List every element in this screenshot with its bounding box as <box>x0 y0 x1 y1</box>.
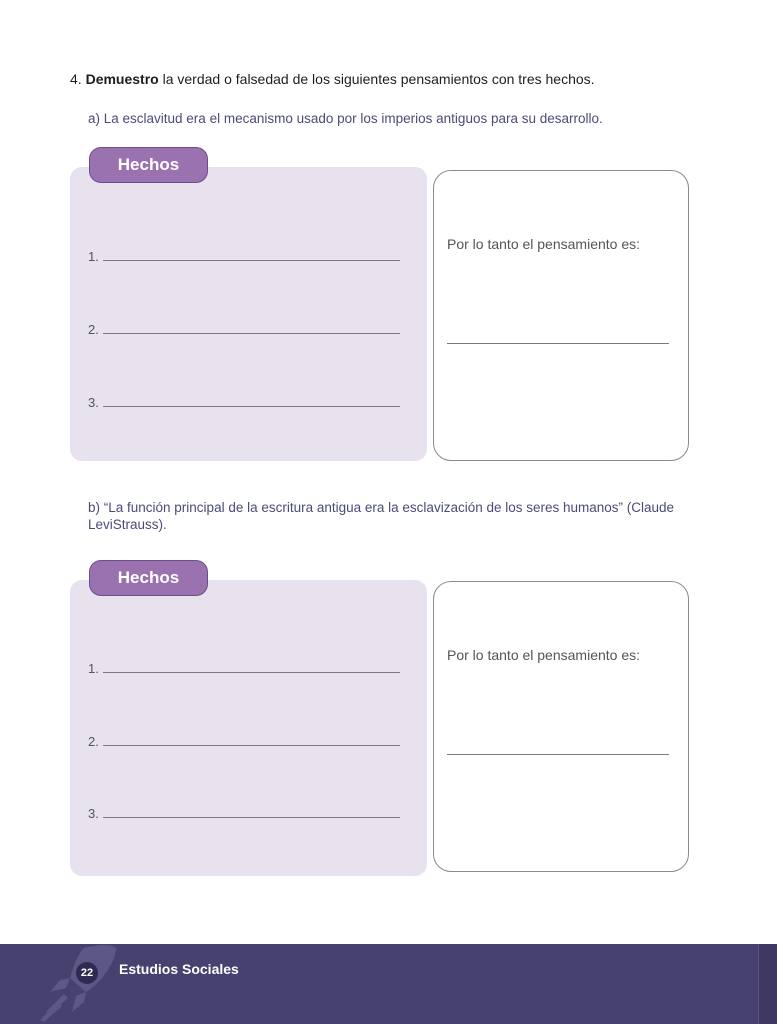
page-number-badge: 22 <box>76 962 98 984</box>
subject-title: Estudios Sociales <box>119 961 239 977</box>
answer-rule <box>103 259 400 261</box>
fact-number: 1. <box>88 661 99 676</box>
exercise-text: la verdad o falsedad de los siguientes pensamientos con tres hechos. <box>158 71 595 87</box>
hechos-tab-a: Hechos <box>89 147 208 183</box>
footer-edge <box>758 944 777 1024</box>
fact-line-b2[interactable] <box>88 731 400 749</box>
fact-line-a1[interactable] <box>88 246 400 264</box>
rocket-icon <box>36 944 126 1024</box>
fact-number: 1. <box>88 249 99 264</box>
fact-line-b3[interactable] <box>88 803 400 821</box>
conclusion-label: Por lo tanto el pensamiento es: <box>447 647 641 663</box>
answer-rule <box>103 405 400 407</box>
conclusion-answer-line[interactable] <box>447 343 669 344</box>
exercise-number: 4. <box>70 71 82 87</box>
fact-number: 3. <box>88 395 99 410</box>
conclusion-answer-line[interactable] <box>447 754 669 755</box>
conclusion-box-a <box>433 170 689 461</box>
hechos-tab-b: Hechos <box>89 560 208 596</box>
fact-number: 2. <box>88 734 99 749</box>
statement-a: a) La esclavitud era el mecanismo usado por los imperios antiguos para su desarrollo. <box>88 111 603 126</box>
answer-rule <box>103 816 400 818</box>
fact-number: 3. <box>88 806 99 821</box>
exercise-instruction <box>70 71 595 87</box>
fact-line-b1[interactable] <box>88 658 400 676</box>
answer-rule <box>103 671 400 673</box>
facts-panel-a <box>70 167 427 461</box>
answer-rule <box>103 744 400 746</box>
fact-number: 2. <box>88 322 99 337</box>
conclusion-box-b <box>433 581 689 872</box>
exercise-verb: Demuestro <box>85 71 159 87</box>
fact-line-a2[interactable] <box>88 319 400 337</box>
answer-rule <box>103 332 400 334</box>
facts-panel-b <box>70 580 427 876</box>
statement-b: b) “La función principal de la escritura antigua era la esclavización de los seres humanos” (Claude LeviStrauss). <box>88 500 675 532</box>
page-footer <box>0 944 777 1024</box>
fact-line-a3[interactable] <box>88 392 400 410</box>
conclusion-label: Por lo tanto el pensamiento es: <box>447 236 641 252</box>
